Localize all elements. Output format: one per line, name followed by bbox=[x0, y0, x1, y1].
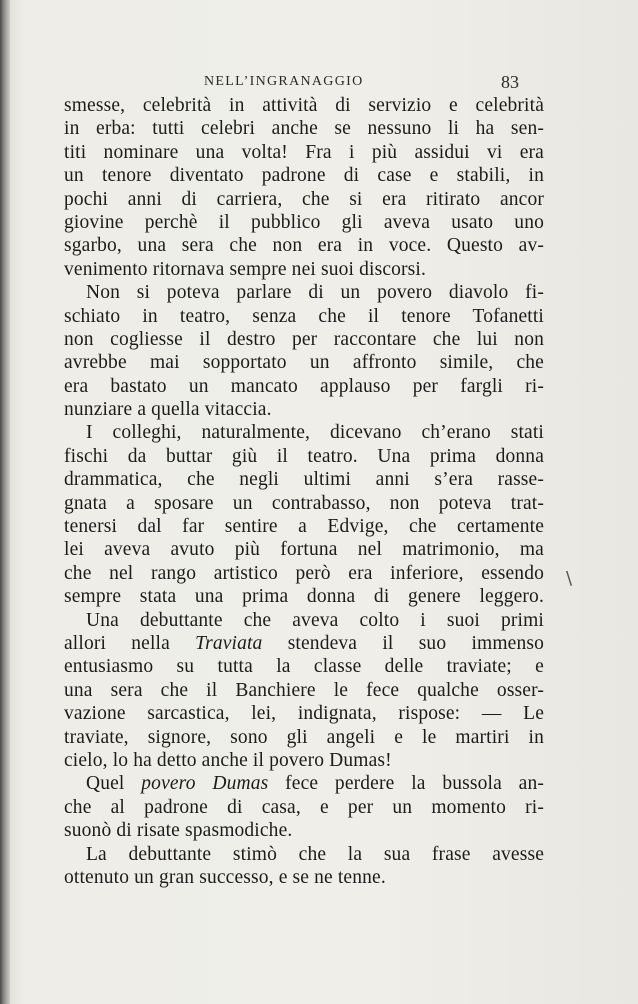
text-line: gnata a sposare un contrabasso, non poteva trat- bbox=[64, 492, 544, 514]
text-line: Non si poteva parlare di un povero diavolo fi- bbox=[86, 282, 544, 304]
text-run: allori nella bbox=[64, 632, 196, 654]
text-line: fischi da buttar giù il teatro. Una prima donna bbox=[64, 445, 544, 467]
text-line: suonò di risate spasmodiche. bbox=[64, 820, 293, 842]
text-line: I colleghi, naturalmente, dicevano ch’erano stati bbox=[86, 422, 544, 444]
page-header bbox=[64, 72, 519, 96]
page-number: 83 bbox=[501, 72, 519, 92]
text-run: Quel bbox=[86, 773, 142, 795]
text-line bbox=[64, 772, 544, 795]
text-line: sgarbo, una sera che non era in voce. Questo av- bbox=[64, 235, 544, 257]
text-line: ottenuto un gran successo, e se ne tenne. bbox=[64, 866, 386, 888]
text-line: vazione sarcastica, lei, indignata, rispose: — Le bbox=[64, 703, 544, 725]
text-line: titi nominare una volta! Fra i più assidui vi era bbox=[64, 141, 544, 163]
text-line: schiato in teatro, senza che il tenore Tofanetti bbox=[64, 305, 544, 327]
italic-phrase: povero Dumas bbox=[141, 773, 269, 795]
text-line bbox=[64, 609, 544, 632]
margin-pencil-mark: \ bbox=[566, 568, 573, 589]
text-run: Una debuttante che aveva colto i suoi primi bbox=[86, 609, 544, 631]
text-line: era bastato un mancato applauso per fargli ri- bbox=[64, 375, 544, 397]
text-line bbox=[64, 632, 544, 655]
text-line: una sera che il Banchiere le fece qualche osser- bbox=[64, 679, 544, 701]
text-run: stendeva il suo immenso bbox=[262, 632, 544, 654]
text-line: venimento ritornava sempre nei suoi discorsi. bbox=[64, 258, 426, 280]
text-line: in erba: tutti celebri anche se nessuno li ha sen- bbox=[64, 118, 544, 140]
text-line: smesse, celebrità in attività di servizio e celebrità bbox=[64, 95, 544, 116]
text-line: che nel rango artistico però era inferiore, essendo bbox=[64, 562, 544, 584]
running-title: NELL’INGRANAGGIO bbox=[204, 74, 364, 89]
text-line: La debuttante stimò che la sua frase avesse bbox=[86, 843, 544, 865]
body-text bbox=[64, 94, 544, 889]
text-run: fece perdere la bussola an- bbox=[268, 773, 544, 795]
text-line: avrebbe mai sopportato un affronto simile, che bbox=[64, 352, 544, 374]
text-line: drammatica, che negli ultimi anni s’era rasse- bbox=[64, 469, 544, 491]
text-line: che al padrone di casa, e per un momento ri- bbox=[64, 796, 544, 818]
text-line: sempre stata una prima donna di genere leggero. bbox=[64, 586, 544, 608]
text-line: nunziare a quella vitaccia. bbox=[64, 399, 272, 421]
text-line: traviate, signore, sono gli angeli e le martiri in bbox=[64, 726, 544, 748]
text-line: tenersi dal far sentire a Edvige, che certamente bbox=[64, 516, 544, 538]
text-line: non cogliesse il destro per raccontare che lui non bbox=[64, 328, 544, 350]
text-line: entusiasmo su tutta la classe delle traviate; e bbox=[64, 656, 544, 678]
text-line: lei aveva avuto più fortuna nel matrimonio, ma bbox=[64, 539, 544, 561]
text-line: pochi anni di carriera, che si era ritirato ancor bbox=[64, 188, 544, 210]
italic-title: Traviata bbox=[195, 632, 263, 654]
text-line: giovine perchè il pubblico gli aveva usato uno bbox=[64, 211, 544, 233]
page-binding-edge bbox=[0, 0, 10, 1004]
text-line: cielo, lo ha detto anche il povero Dumas! bbox=[64, 749, 392, 771]
text-line: un tenore diventato padrone di case e stabili, in bbox=[64, 165, 544, 187]
